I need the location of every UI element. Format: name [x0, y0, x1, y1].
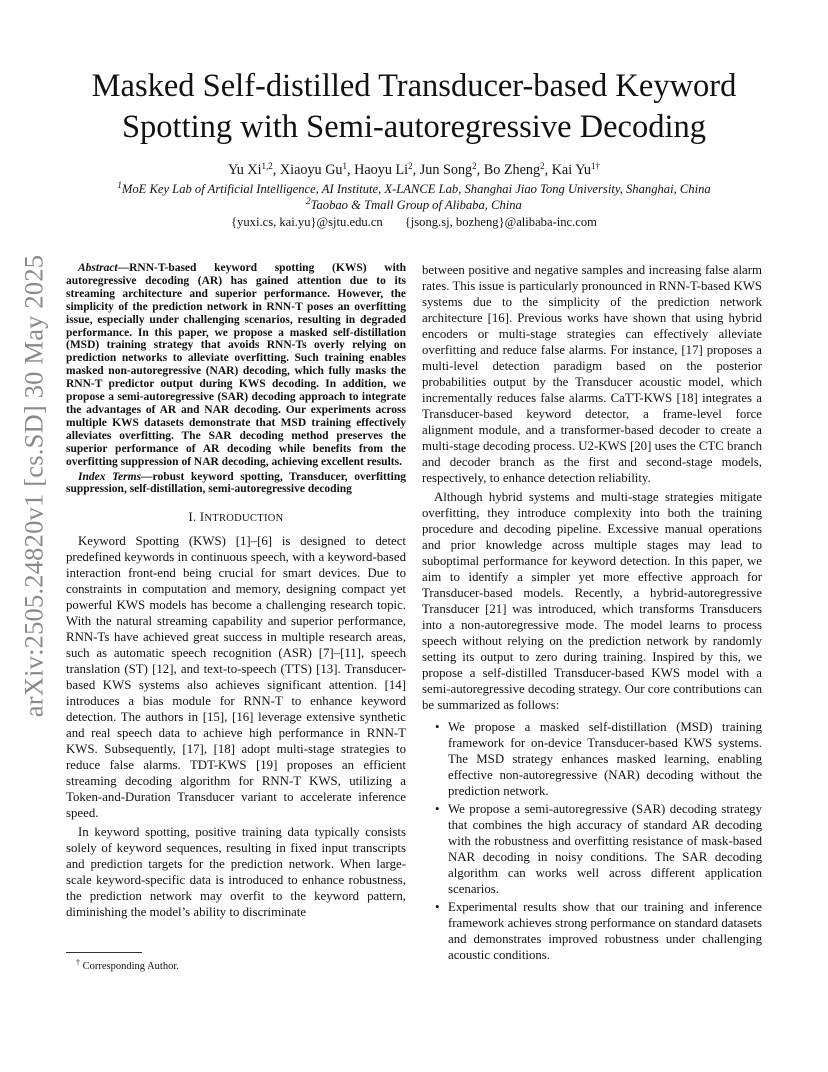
- footnote-text: Corresponding Author.: [80, 961, 179, 972]
- index-terms-lead: Index Terms: [78, 470, 142, 483]
- paper-title: [60, 66, 768, 148]
- list-item-text: We propose a semi-autoregressive (SAR) decoding strategy that combines the high accuracy of standard AR decoding with the robustness and overfitting resistance of mask-based NAR decoding in noisy conditions. The SAR decoding algorithm can works well across different application scenarios.: [448, 802, 762, 896]
- section-heading-introduction: [66, 509, 406, 527]
- index-terms-text: —robust keyword spotting, Transducer, overfitting suppression, self-distillation, semi-autoregressive decoding: [66, 470, 406, 496]
- intro-paragraph-continued: between positive and negative samples and increasing false alarm rates. This issue is particularly pronounced in RNN-T-based KWS systems due to the simplicity of the prediction network architecture [16]. Previous works have shown that using hybrid encoders or multi-stage strategies can effectively alleviate overfitting and reduce false alarms. For instance, [17] proposes a multi-level detection paradigm based on the posterior probabilities output by the Transducer acoustic model, which incrementally reduces false alarms. CaTT-KWS [18] integrates a Transducer-based keyword detector, a frame-level force alignment module, and a transformer-based decoder to create a multi-stage decoding process. U2-KWS [20] uses the CTC branch and decoder branch as the first and second-stage models, respectively, to enhance detection reliability.: [422, 263, 762, 485]
- contributions-list: [422, 719, 762, 963]
- list-item-text: Experimental results show that our training and inference framework achieves strong performance on standard datasets and demonstrates improved robustness under challenging acoustic conditions.: [448, 900, 762, 962]
- affiliation-mark: 2: [306, 196, 311, 206]
- abstract-lead: Abstract: [78, 262, 118, 274]
- abstract: [66, 262, 406, 469]
- footnote-mark: †: [76, 958, 80, 967]
- bullet-icon: •: [435, 720, 440, 734]
- author-affiliation-mark: 1,2: [261, 161, 273, 171]
- footnote: [76, 960, 179, 973]
- author-name: Haoyu Li: [354, 162, 409, 178]
- author-name: Bo Zheng: [483, 162, 541, 178]
- author-affiliation-mark: 2: [472, 161, 477, 171]
- section-title-smallcaps: NTRODUCTION: [204, 513, 284, 525]
- index-terms: [66, 471, 406, 497]
- title-line-1: Masked Self-distilled Transducer-based Keyword: [91, 68, 737, 104]
- author-emails: [60, 214, 768, 230]
- section-number: I.: [188, 510, 200, 525]
- intro-paragraph-3: Although hybrid systems and multi-stage strategies mitigate overfitting, they introduce complexity into both the training procedure and decoding pipeline. Excessive manual operations and prior knowledge across multiple stages may lead to suboptimal performance for keyword detection. In this paper, we aim to identify a simpler yet more effective approach for Transducer-based models. Recently, a hybrid-autoregressive Transducer [21] was introduced, which transforms Transducers into a non-autoregressive mode. The model learns to process speech without relying on the prediction network by randomly setting its output to zero during training. Inspired by this, we propose a self-distilled Transducer-based KWS model with a semi-autoregressive decoding strategy. Our core contributions can be summarized as follows:: [422, 490, 762, 712]
- email-sjtu[interactable]: {yuxi.cs, kai.yu}@sjtu.edu.cn: [231, 215, 383, 229]
- email-alibaba[interactable]: {jsong.sj, bozheng}@alibaba-inc.com: [404, 215, 597, 229]
- affiliation-2: [40, 198, 788, 213]
- bullet-icon: •: [435, 802, 440, 816]
- bullet-icon: •: [435, 900, 440, 914]
- arxiv-identifier: arXiv:2505.24820v1 [cs.SD] 30 May 2025: [18, 254, 49, 718]
- author-affiliation-mark: 2: [408, 161, 413, 171]
- author-separator: ,: [544, 162, 552, 178]
- title-line-2: Spotting with Semi-autoregressive Decoding: [121, 109, 706, 145]
- author-name: Yu Xi: [228, 162, 262, 178]
- author-name: Xiaoyu Gu: [279, 162, 343, 178]
- author-name: Jun Song: [419, 162, 473, 178]
- author-separator: ,: [347, 162, 355, 178]
- author-separator: ,: [272, 162, 280, 178]
- intro-paragraph-1: Keyword Spotting (KWS) [1]–[6] is designed to detect predefined keywords in continuous speech, with a keyword-based interaction front-end being crucial for smart devices. Due to constraints in computation and memory, designing compact yet powerful KWS models has become a challenging research topic. With the natural streaming capability and superior performance, RNN-Ts have achieved great success in multiple research areas, such as automatic speech recognition (ASR) [7]–[11], speech translation (ST) [12], and text-to-speech (TTS) [13]. Transducer-based KWS systems also achieves significant attention. [14] introduces a bias module for RNN-T to enhance keyword detection. The authors in [15], [16] leverage extensive synthetic and real speech data to achieve high performance in RNN-T KWS. Subsequently, [17], [18] adopt multi-stage strategies to reduce false alarms. TDT-KWS [19] proposes an efficient streaming decoding algorithm for RNN-T KWS, utilizing a Token-and-Duration Transducer variant to accelerate inference speed.: [66, 534, 406, 821]
- author-name: Kai Yu: [551, 162, 591, 178]
- author-affiliation-mark: 2: [540, 161, 545, 171]
- author-separator: ,: [412, 162, 420, 178]
- section-initial: I: [199, 510, 205, 525]
- author-list: [60, 162, 768, 179]
- affiliation-1: [40, 182, 788, 197]
- intro-paragraph-2: In keyword spotting, positive training data typically consists solely of keyword sequences, resulting in fixed input transcripts and prediction targets for the prediction network. When large-scale keyword-specific data is introduced to enhance robustness, the prediction network may overfit to the keyword pattern, diminishing the model’s ability to discriminate: [66, 825, 406, 920]
- footnote-divider: [66, 952, 142, 953]
- list-item-text: We propose a masked self-distillation (MSD) training framework for on-device Transducer-based KWS systems. The MSD strategy enhances masked learning, enabling effective non-autoregressive (NAR) decoding without the prediction network.: [448, 720, 762, 798]
- author-affiliation-mark: 1: [342, 161, 348, 171]
- list-item: [435, 801, 762, 897]
- author-separator: ,: [476, 162, 484, 178]
- list-item: [435, 899, 762, 963]
- left-column: [66, 262, 406, 923]
- abstract-text: —RNN-T-based keyword spotting (KWS) with autoregressive decoding (AR) has gained attention due to its streaming architecture and superior performance. However, the simplicity of the prediction network in RNN-T poses an overfitting issue, especially under challenging scenarios, resulting in degraded performance. In this paper, we propose a masked self-distillation (MSD) training strategy that avoids RNN-Ts overly relying on prediction networks to alleviate overfitting. Such training enables masked non-autoregressive (NAR) decoding, which fully masks the RNN-T predictor output during KWS decoding. In addition, we propose a semi-autoregressive (SAR) decoding approach to integrate the advantages of AR and NAR decoding. Our experiments across multiple KWS datasets demonstrate that MSD training effectively alleviates overfitting. The SAR decoding method preserves the superior performance of AR decoding while benefits from the overfitting suppression of NAR decoding, achieving excellent results.: [66, 262, 406, 468]
- affiliation-text: MoE Key Lab of Artificial Intelligence, AI Institute, X-LANCE Lab, Shanghai Jiao Tong University, Shanghai, China: [121, 182, 711, 196]
- affiliation-mark: 1: [117, 180, 122, 190]
- right-column: [422, 262, 762, 965]
- affiliation-text: Taobao & Tmall Group of Alibaba, China: [310, 198, 522, 212]
- arxiv-sidebar-stamp: [12, 254, 56, 718]
- author-affiliation-mark: 1†: [590, 161, 600, 171]
- list-item: [435, 719, 762, 799]
